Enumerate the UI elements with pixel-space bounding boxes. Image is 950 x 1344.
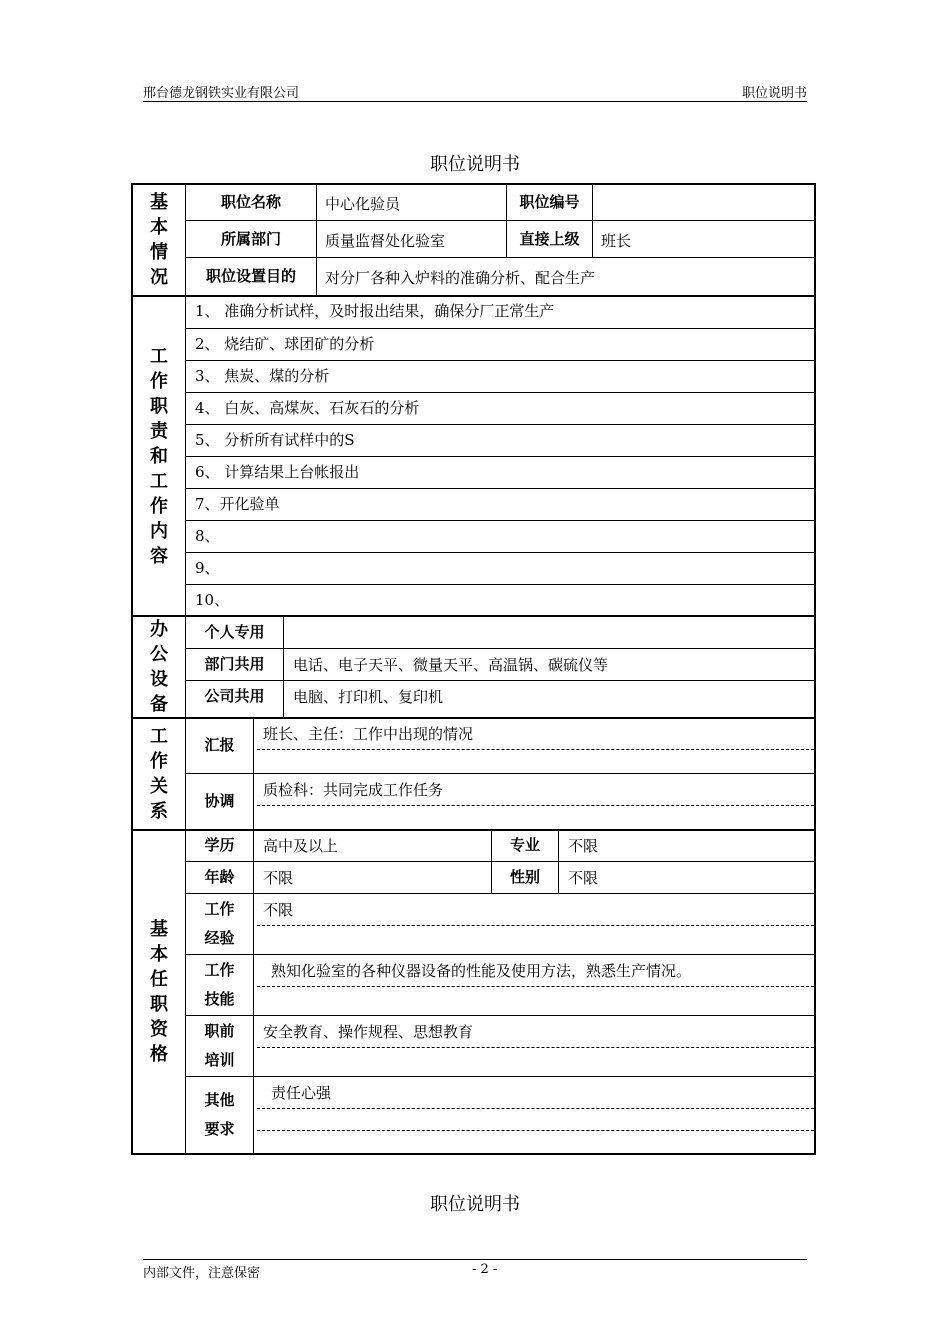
duty-item: 8、 bbox=[195, 527, 220, 545]
purpose-label: 职位设置目的 bbox=[205, 267, 296, 285]
duty-item: 6、 计算结果上台帐报出 bbox=[195, 463, 360, 481]
training-label: 职前 培训 bbox=[204, 1022, 235, 1069]
duty-item: 5、 分析所有试样中的S bbox=[195, 431, 355, 449]
gender-value: 不限 bbox=[568, 869, 599, 887]
equipment-dept-label: 部门共用 bbox=[204, 655, 265, 673]
skills-value: 熟知化验室的各种仪器设备的性能及使用方法，熟悉生产情况。 bbox=[271, 962, 692, 980]
age-label: 年龄 bbox=[204, 868, 235, 886]
education-value: 高中及以上 bbox=[263, 837, 339, 855]
superior-value: 班长 bbox=[601, 232, 632, 250]
superior-label: 直接上级 bbox=[519, 229, 580, 248]
position-name-value: 中心化验员 bbox=[325, 195, 401, 213]
header-doc-type: 职位说明书 bbox=[741, 86, 807, 101]
section-qualifications: 基 本 任 职 资 格 bbox=[150, 919, 168, 1065]
page-number: - 2 - bbox=[472, 1262, 498, 1277]
duty-item: 3、 焦炭、煤的分析 bbox=[195, 367, 330, 385]
duty-item: 9、 bbox=[195, 559, 220, 577]
other-label: 其他 要求 bbox=[204, 1091, 235, 1138]
section-equipment: 办 公 设 备 bbox=[150, 619, 168, 715]
skills-label: 工作 技能 bbox=[204, 961, 235, 1008]
coord-value: 质检科：共同完成工作任务 bbox=[263, 781, 444, 799]
report-value: 班长、主任：工作中出现的情况 bbox=[263, 725, 474, 743]
purpose-value: 对分厂各种入炉料的准确分析、配合生产 bbox=[325, 269, 596, 287]
gender-label: 性别 bbox=[509, 868, 540, 886]
experience-value: 不限 bbox=[263, 901, 294, 919]
job-description-table bbox=[131, 183, 816, 1155]
header-divider bbox=[143, 101, 807, 102]
experience-label: 工作 经验 bbox=[204, 900, 235, 947]
equipment-company-value: 电脑、打印机、复印机 bbox=[293, 688, 444, 706]
section-duties: 工 作 职 责 和 工 作 内 容 bbox=[150, 345, 168, 567]
position-code-label: 职位编号 bbox=[519, 193, 580, 211]
duty-item: 4、 白灰、高煤灰、石灰石的分析 bbox=[195, 399, 420, 417]
major-value: 不限 bbox=[568, 837, 599, 855]
major-label: 专业 bbox=[509, 836, 540, 854]
position-name-label: 职位名称 bbox=[220, 193, 281, 211]
footer-title: 职位说明书 bbox=[430, 1194, 520, 1215]
duty-item: 7、开化验单 bbox=[195, 495, 280, 513]
doc-title: 职位说明书 bbox=[430, 154, 520, 175]
duty-item: 2、 烧结矿、球团矿的分析 bbox=[195, 335, 375, 353]
section-basic-info: 基 本 情 况 bbox=[150, 192, 168, 288]
footer-confidential: 内部文件，注意保密 bbox=[143, 1266, 261, 1281]
section-relations: 工 作 关 系 bbox=[150, 726, 168, 822]
department-label: 所属部门 bbox=[220, 229, 281, 248]
age-value: 不限 bbox=[263, 869, 294, 887]
coord-label: 协调 bbox=[204, 792, 235, 810]
other-value: 责任心强 bbox=[271, 1084, 332, 1102]
equipment-personal-label: 个人专用 bbox=[204, 622, 265, 641]
report-label: 汇报 bbox=[204, 736, 235, 754]
equipment-company-label: 公司共用 bbox=[204, 687, 265, 705]
footer-divider bbox=[143, 1259, 807, 1260]
training-value: 安全教育、操作规程、思想教育 bbox=[263, 1023, 474, 1041]
duty-item: 10、 bbox=[195, 591, 230, 609]
header-company: 邢台德龙钢铁实业有限公司 bbox=[143, 86, 300, 101]
equipment-dept-value: 电话、电子天平、微量天平、高温锅、碳硫仪等 bbox=[293, 656, 609, 674]
duty-item: 1、 准确分析试样，及时报出结果，确保分厂正常生产 bbox=[195, 302, 555, 320]
department-value: 质量监督处化验室 bbox=[325, 232, 446, 250]
education-label: 学历 bbox=[204, 836, 235, 854]
